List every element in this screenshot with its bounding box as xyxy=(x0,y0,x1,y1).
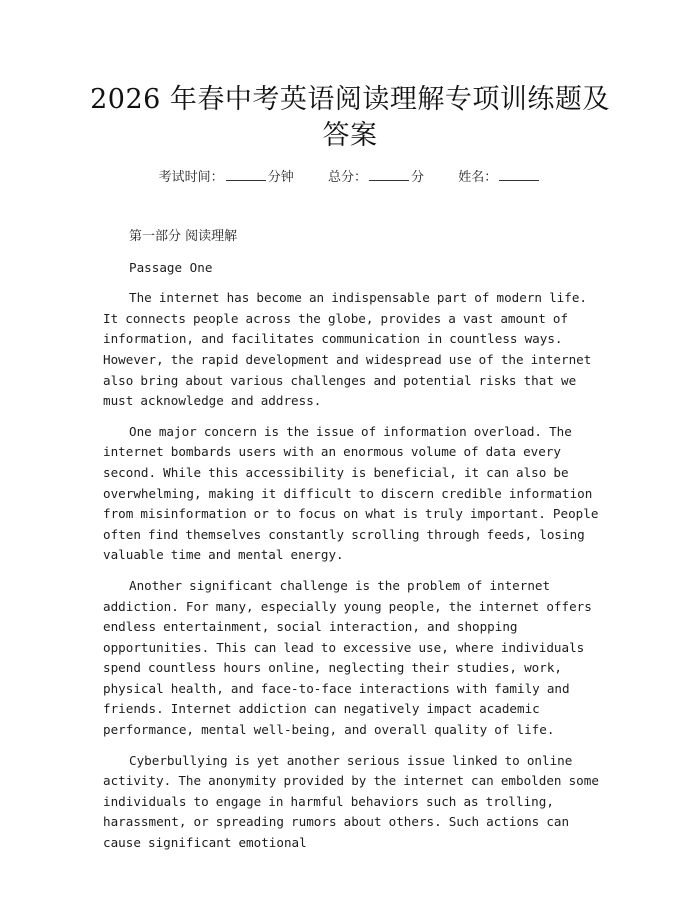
total-score-label: 总分： xyxy=(327,170,367,185)
exam-time-label: 考试时间： xyxy=(158,170,224,185)
name-blank xyxy=(499,168,539,181)
exam-info-row xyxy=(0,168,700,187)
document-body xyxy=(103,227,603,864)
paragraph-2: One major concern is the issue of information overload. The internet bombards users with an enormous volume of data every second. While this accessibility is beneficial, it can also be overwhelming, making it difficult to discern credible information from misinformation or to focus on what is truly important. People often find themselves constantly scrolling through feeds, losing valuable time and mental energy. xyxy=(103,423,599,563)
total-score-unit: 分 xyxy=(411,170,425,185)
passage-title: Passage One xyxy=(129,259,213,275)
paragraph-4: Cyberbullying is yet another serious issue linked to online activity. The anonymity provided by the internet can embolden some individuals to engage in harmful behaviors such as trolling, harassment, or spreading rumors about others. Such actions can cause significant emotional xyxy=(103,752,599,851)
document-title: 2026 年春中考英语阅读理解专项训练题及答案 xyxy=(90,84,610,151)
name-label: 姓名： xyxy=(458,170,498,185)
exam-time-blank xyxy=(226,168,266,181)
paragraph-1: The internet has become an indispensable part of modern life. It connects people across the globe, provides a vast amount of information, and facilitates communication in countless ways. However, the rapid development and widespread use of the internet also bring about various challenges and potential risks that we must acknowledge and address. xyxy=(103,290,592,409)
section-title: 第一部分 阅读理解 xyxy=(129,229,238,244)
paragraph-3: Another significant challenge is the problem of internet addiction. For many, especially young people, the internet offers endless entertainment, social interaction, and shopping opportunities. This can lead to excessive use, where individuals spend countless hours online, neglecting their studies, work, physical health, and face-to-face interactions with family and friends. Internet addiction can negatively impact academic performance, mental well-being, and overall quality of life. xyxy=(103,577,592,738)
total-score-blank xyxy=(369,168,409,181)
exam-time-unit: 分钟 xyxy=(267,170,294,185)
